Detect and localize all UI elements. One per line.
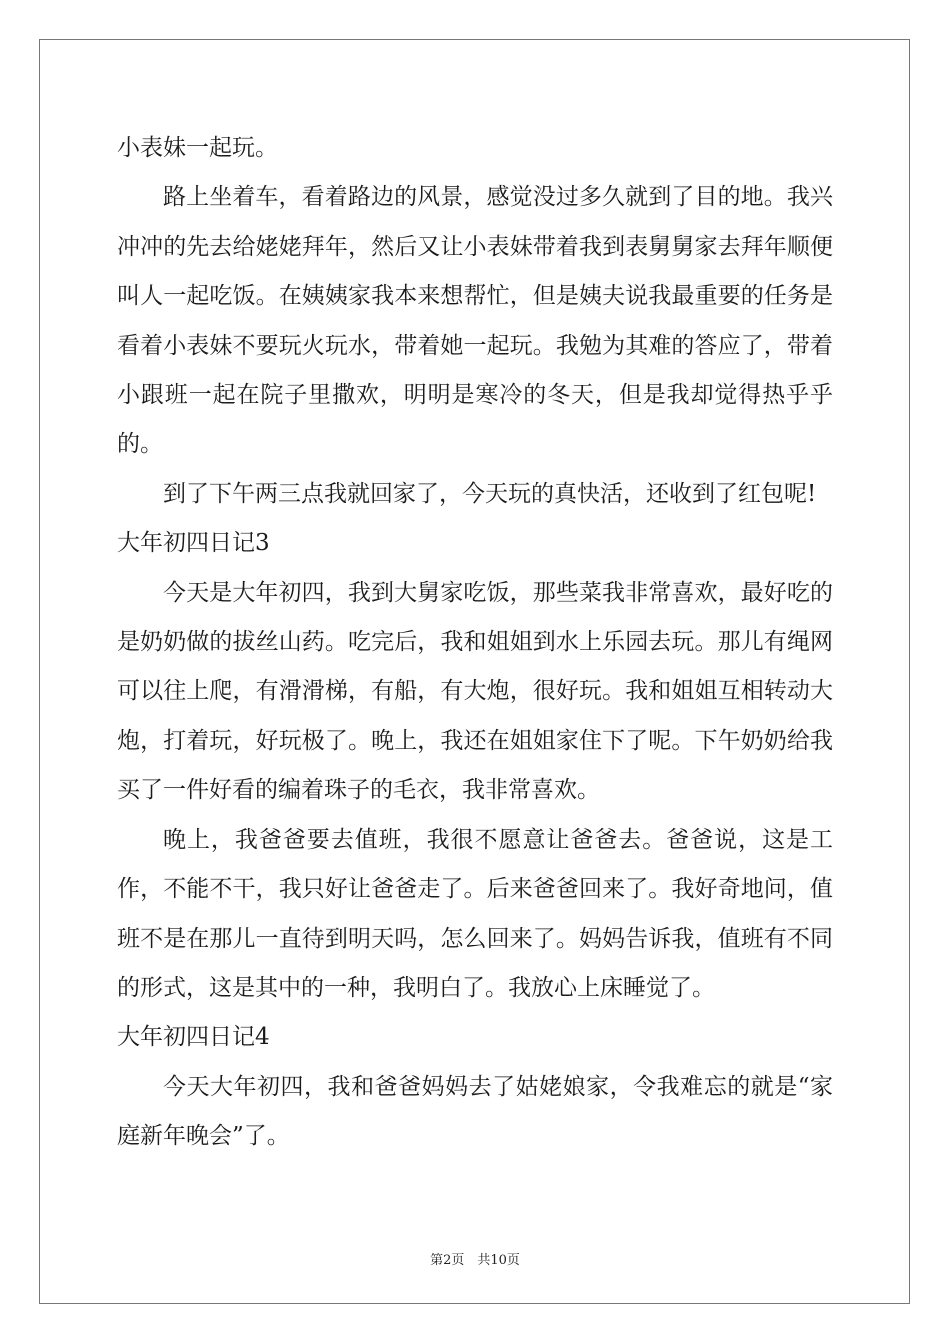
page-number-footer: 第2页 共10页 xyxy=(430,1253,520,1268)
paragraph-5: 晚上，我爸爸要去值班，我很不愿意让爸爸去。爸爸说，这是工作，不能不干，我只好让爸爸走了。后来爸爸回来了。我好奇地问，值班不是在那儿一直待到明天吗，怎么回来了。妈妈告诉我，值班有不同的形式，这是其中的一种，我明白了。我放心上床睡觉了。 xyxy=(117,826,833,1001)
paragraph-1: 小表妹一起玩。 xyxy=(117,135,278,161)
paragraph-4: 今天是大年初四，我到大舅家吃饭，那些菜我非常喜欢，最好吃的是奶奶做的拔丝山药。吃完后，我和姐姐到水上乐园去玩。那儿有绳网可以往上爬，有滑滑梯，有船，有大炮，很好玩。我和姐姐互相转动大炮，打着玩，好玩极了。晚上，我还在姐姐家住下了呢。下午奶奶给我买了一件好看的编着珠子的毛衣，我非常喜欢。 xyxy=(117,579,833,804)
section-heading-3: 大年初四日记3 xyxy=(117,530,270,557)
paragraph-2: 路上坐着车，看着路边的风景，感觉没过多久就到了目的地。我兴冲冲的先去给姥姥拜年，然后又让小表妹带着我到表舅舅家去拜年顺便叫人一起吃饭。在姨姨家我本来想帮忙，但是姨夫说我最重要的任务是看着小表妹不要玩火玩水，带着她一起玩。我勉为其难的答应了，带着小跟班一起在院子里撒欢，明明是寒冷的冬天，但是我却觉得热乎乎的。 xyxy=(117,184,833,458)
paragraph-3: 到了下午两三点我就回家了，今天玩的真快活，还收到了红包呢! xyxy=(163,480,817,507)
section-heading-4: 大年初四日记4 xyxy=(117,1024,270,1051)
document-body xyxy=(117,124,833,1162)
paragraph-6: 今天大年初四，我和爸爸妈妈去了姑姥娘家，令我难忘的就是“家庭新年晚会”了。 xyxy=(117,1073,833,1150)
